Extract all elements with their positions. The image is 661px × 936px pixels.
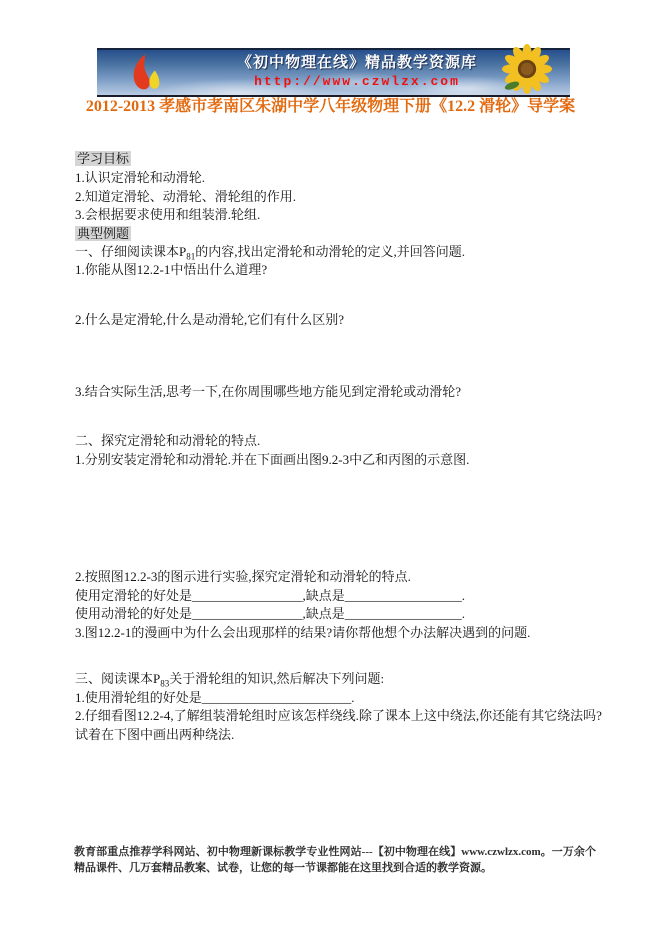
site-url: http://www.czwlzx.com (254, 74, 460, 89)
section2-intro: 二、探究定滑轮和动滑轮的特点. (75, 433, 261, 448)
section1-question-3: 3.结合实际生活,思考一下,在你周围哪些地方能见到定滑轮或动滑轮? (75, 384, 462, 399)
section3-intro-prefix: 三、阅读课本P (75, 671, 161, 686)
objectives-heading (75, 150, 131, 167)
fixed-pulley-blank-line: 使用定滑轮的好处是_________________,缺点是__________________. (75, 588, 466, 603)
examples-heading-text: 典型例题 (77, 226, 130, 241)
section1-intro-prefix: 一、仔细阅读课本P (75, 244, 187, 259)
section3-question-1: 1.使用滑轮组的好处是_______________________. (75, 690, 355, 705)
site-banner (97, 48, 570, 97)
flame-logo-icon (125, 52, 169, 101)
textbook-page-subscript-83: 83 (160, 678, 170, 689)
section3-question-2: 2.仔细看图12.2-4,了解组装滑轮组时应该怎样绕线.除了课本上这中绕法,你还能有其它绕法吗? (75, 708, 602, 723)
sunflower-icon (502, 44, 552, 99)
section1-question-2: 2.什么是定滑轮,什么是动滑轮,它们有什么区别? (75, 312, 345, 327)
objective-item-3: 3.会根据要求使用和组装滑.轮组. (75, 207, 261, 222)
objective-item-1: 1.认识定滑轮和动滑轮. (75, 170, 206, 185)
footer-promo-text: 教育部重点推荐学科网站、初中物理新课标教学专业性网站---【初中物理在线】www.czwlzx.com。一万余个精品课件、几万套精品教案、试卷，让您的每一节课都能在这里找到合适的教学资源。 (74, 846, 596, 874)
banner-text-block (207, 53, 507, 90)
site-name: 《初中物理在线》精品教学资源库 (236, 55, 477, 71)
section2-step-2: 2.按照图12.2-3的图示进行实验,探究定滑轮和动滑轮的特点. (75, 569, 411, 584)
movable-pulley-blank-line: 使用动滑轮的好处是_________________,缺点是__________________. (75, 606, 466, 621)
section2-step-3: 3.图12.2-1的漫画中为什么会出现那样的结果?请你帮他想个办法解决遇到的问题. (75, 625, 531, 640)
page-title: 2012-2013 孝感市孝南区朱湖中学八年级物理下册《12.2 滑轮》导学案 (85, 98, 576, 115)
section3-intro-suffix: 关于滑轮组的知识,然后解决下列问题: (169, 671, 385, 686)
examples-heading (75, 225, 131, 242)
section3-question-2-continued: 试着在下图中画出两种绕法. (75, 727, 235, 742)
objectives-heading-text: 学习目标 (77, 151, 130, 166)
section2-step-1: 1.分别安装定滑轮和动滑轮.并在下面画出图9.2-3中乙和丙图的示意图. (75, 452, 470, 467)
section1-question-1: 1.你能从图12.2-1中悟出什么道理? (75, 262, 268, 277)
textbook-page-subscript-81: 81 (186, 251, 196, 262)
objective-item-2: 2.知道定滑轮、动滑轮、滑轮组的作用. (75, 189, 297, 204)
section1-intro-suffix: 的内容,找出定滑轮和动滑轮的定义,并回答问题. (195, 244, 465, 259)
